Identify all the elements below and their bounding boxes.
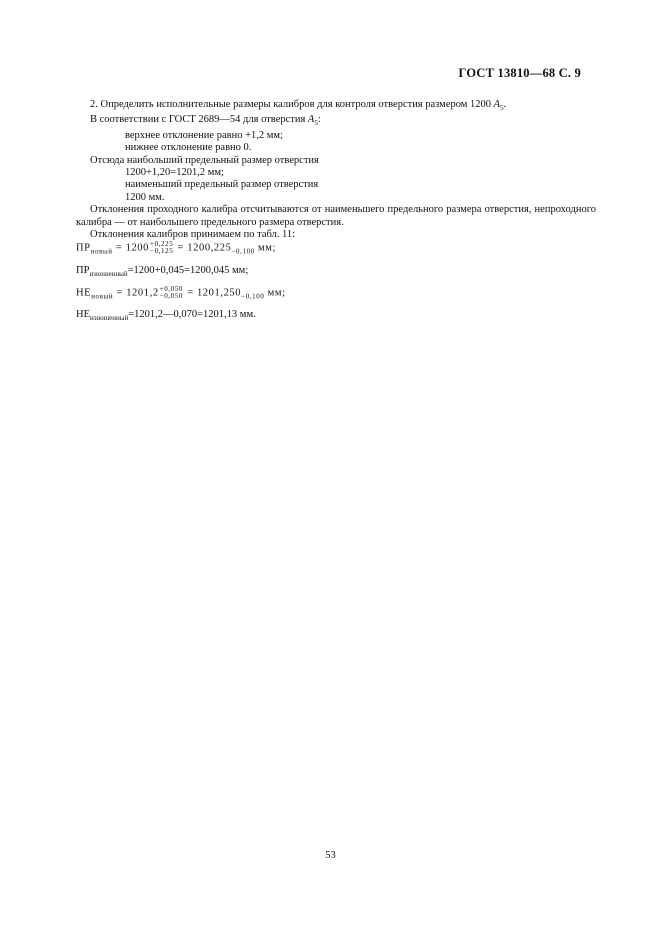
standard-text: В соответствии с ГОСТ 2689—54 для отверстия: [90, 114, 308, 126]
result-tolerance: −0,100: [241, 292, 265, 301]
tolerance-upper: +0,050: [159, 284, 183, 293]
paragraph-task: [76, 99, 596, 114]
largest-size-intro: Отсюда наибольший предельный размер отверстия: [90, 154, 319, 166]
tolerance-stack: [160, 286, 183, 300]
document-body: [76, 99, 596, 325]
formula-result: = 1200,225: [174, 242, 232, 254]
lower-deviation-line: нижнее отклонение равно 0.: [125, 142, 252, 154]
formula-label: ПР: [76, 264, 90, 276]
formula-label: НЕ: [76, 287, 92, 299]
formula-expression: =1201,2—0,070=1201,13 мм.: [128, 309, 256, 321]
formula-pr-worn: [76, 264, 596, 281]
largest-size-calc: 1200+1,20=1201,2 мм;: [125, 167, 224, 179]
formula-expression: =1200+0,045=1200,045 мм;: [127, 264, 249, 276]
formula-ne-new: [76, 286, 596, 303]
smallest-size-value: 1200 мм.: [125, 191, 165, 203]
task-text: 2. Определить исполнительные размеры калибров для контроля отверстия размером 1200: [90, 99, 494, 110]
formula-base: = 1200: [112, 242, 150, 254]
smallest-size-intro: наименьший предельный размер отверстия: [125, 179, 319, 191]
standard-end: :: [317, 114, 321, 126]
formula-base: = 1201,2: [113, 287, 159, 299]
formula-result: = 1201,250: [183, 287, 242, 299]
upper-deviation-line: верхнее отклонение равно +1,2 мм;: [125, 129, 283, 141]
paragraph-standard: [76, 114, 596, 129]
fit-symbol: A: [307, 114, 315, 126]
formula-label: ПР: [76, 242, 91, 254]
formula-label: НЕ: [76, 309, 90, 321]
page-number: 53: [325, 850, 336, 861]
formula-ne-worn: [76, 308, 596, 325]
result-tolerance: −0,100: [231, 247, 255, 256]
tolerance-lower: −0,125: [150, 247, 174, 256]
formula-label-subscript: изношенный: [89, 269, 128, 278]
tolerance-lower: −0,050: [159, 291, 183, 300]
formula-unit: мм;: [264, 287, 286, 299]
paragraph-table-ref: Отклонения калибров принимаем по табл. 11:: [90, 229, 296, 241]
tolerance-stack: [150, 241, 173, 255]
fit-symbol: A: [493, 99, 501, 110]
paragraph-deviations: Отклонения проходного калибра отсчитываются от наименьшего предельного размера отверстия, непроходного калибра — от наибольшего предельного размера отверстия.: [76, 204, 596, 228]
document-header: ГОСТ 13810—68 С. 9: [458, 66, 581, 80]
fit-subscript: 5: [314, 119, 318, 128]
formula-label-subscript: изношенный: [90, 314, 129, 323]
formula-label-subscript: новый: [91, 292, 114, 301]
task-end: .: [503, 99, 507, 110]
tolerance-upper: +0,225: [150, 240, 174, 249]
formula-pr-new: [76, 241, 596, 258]
fit-subscript: 5: [500, 104, 504, 112]
formula-label-subscript: новый: [90, 247, 113, 256]
formula-unit: мм;: [254, 242, 277, 254]
